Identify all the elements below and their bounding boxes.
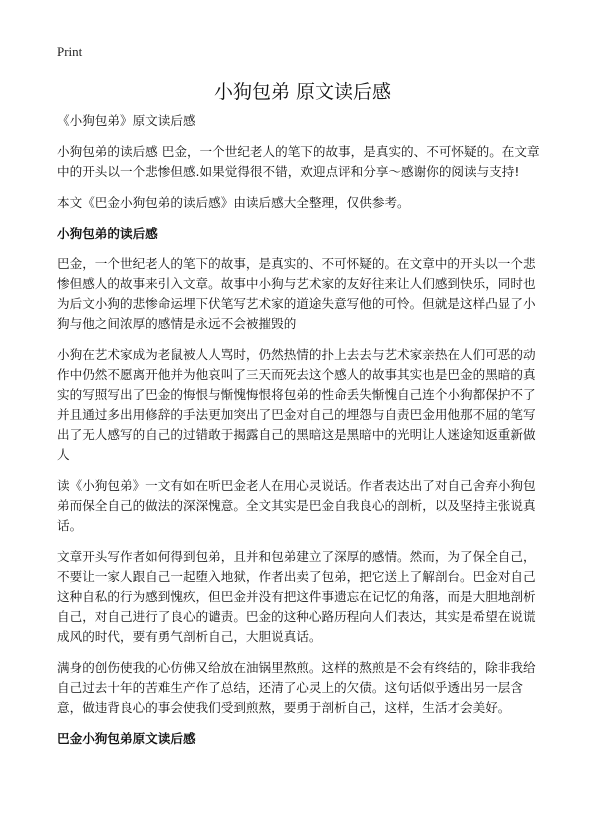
intro-paragraph: 小狗包弟的读后感 巴金，一个世纪老人的笔下的故事，是真实的、不可怀疑的。在文章中的开头以一个悲惨但感.如果觉得很不错，欢迎点评和分享～感谢你的阅读与支持!: [57, 144, 540, 179]
body-paragraph: 满身的创伤使我的心仿佛又给放在油锅里熬煎。这样的熬煎是不会有终结的，除非我给自己过去十年的苦难生产作了总结，还清了心灵上的欠债。这句话似乎透出另一层含意，做违背良心的事会使我们受到煎熬，要勇于剖析自己，这样，生活才会美好。: [57, 660, 536, 715]
subtitle-line: 《小狗包弟》原文读后感: [57, 113, 196, 128]
body-paragraph: 巴金，一个世纪老人的笔下的故事，是真实的、不可怀疑的。在文章中的开头以一个悲惨但感人的故事来引入文章。故事中小狗与艺术家的友好往来让人们感到快乐，同时也为后文小狗的悲惨命运埋下伏笔写艺术家的道途失意写他的可怜。但就是这样凸显了小狗与他之间浓厚的感情是永远不会被摧毁的: [57, 256, 536, 331]
body-paragraph: 读《小狗包弟》一文有如在听巴金老人在用心灵说话。作者表达出了对自己舍弃小狗包弟而保全自己的做法的深深愧意。全文其实是巴金自我良心的剖析，以及坚持主张说真话。: [57, 478, 536, 533]
section-heading-2: 巴金小狗包弟原文读后感: [57, 731, 196, 746]
section-heading-1: 小狗包弟的读后感: [57, 226, 158, 241]
print-label: Print: [57, 44, 83, 59]
body-paragraph: 文章开头写作者如何得到包弟，且并和包弟建立了深厚的感情。然而，为了保全自己，不要让一家人跟自己一起堕入地狱，作者出卖了包弟，把它送上了解剖台。巴金对自己这种自私的行为感到愧疚，但巴金并没有把这件事遗忘在记忆的角落，而是大胆地剖析自己，对自己进行了良心的谴责。巴金的这种心路历程向人们表达，其实是希望在说谎成风的时代，要有勇气剖析自己，大胆说真话。: [57, 549, 536, 644]
source-note-paragraph: 本文《巴金小狗包弟的读后感》由读后感大全整理，仅供参考。: [57, 195, 410, 210]
body-paragraph: 小狗在艺术家成为老鼠被人人骂时，仍然热情的扑上去去与艺术家亲热在人们可恶的动作中仍然不愿离开他并为他哀叫了三天而死去这个感人的故事其实也是巴金的黑暗的真实的写照写出了巴金的悔恨与惭愧悔恨将包弟的性命丢失惭愧自己连个小狗都保护不了并且通过多出用修辞的手法更加突出了巴金对自己的埋怨与自责巴金用他那不屈的笔写出了无人感写的自己的过错敢于揭露自己的黑暗这是黑暗中的光明让人迷途知返重新做人: [57, 347, 536, 462]
page-title: 小狗包弟 原文读后感: [213, 81, 392, 103]
